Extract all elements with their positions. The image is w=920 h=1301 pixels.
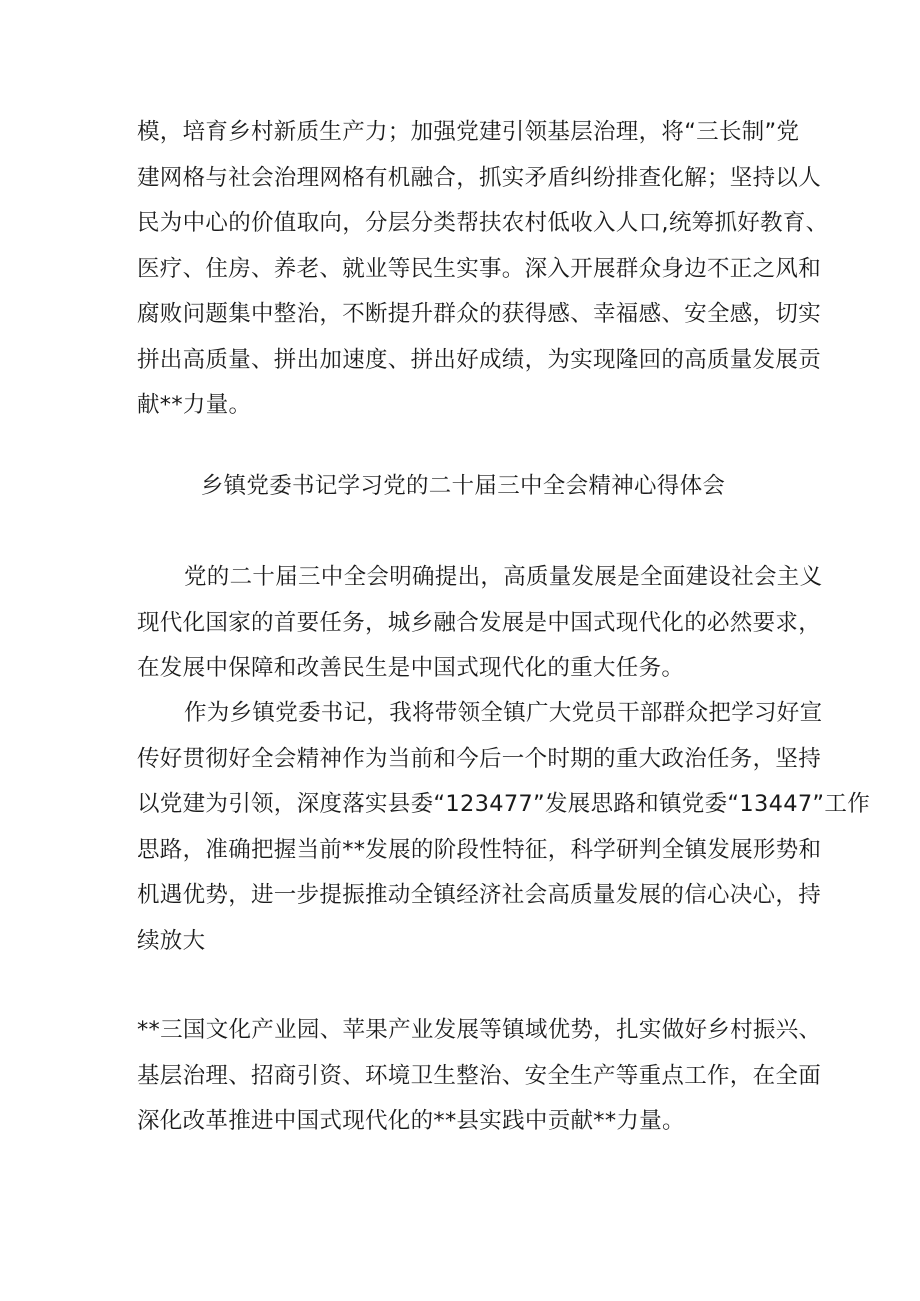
- text-line: 党的二十届三中全会明确提出，高质量发展是全面建设社会主义: [184, 564, 823, 590]
- paragraph-continuation: [137, 110, 829, 429]
- text-line: 传好贯彻好全会精神作为当前和今后一个时期的重大政治任务，坚持: [137, 745, 822, 772]
- text-line: 基层治理、招商引资、环境卫生整治、安全生产等重点工作，在全面: [137, 1062, 822, 1089]
- text-line: 模，培育乡村新质生产力；加强党建引领基层治理，将“三长制”党: [137, 119, 800, 145]
- text-line: 深化改革推进中国式现代化的**县实践中贡献**力量。: [137, 1108, 685, 1134]
- text-line: 现代化国家的首要任务，城乡融合发展是中国式现代化的必然要求，: [137, 609, 822, 636]
- text-line: 拼出高质量、拼出加速度、拼出好成绩，为实现隆回的高质量发展贡: [137, 346, 822, 373]
- paragraph-priorities: [137, 1008, 822, 1145]
- text-line: 民为中心的价值取向，分层分类帮扶农村低收入人口,统筹抓好教育、: [137, 210, 829, 236]
- text-line: 机遇优势，进一步提振推动全镇经济社会高质量发展的信心决心，持: [137, 882, 822, 908]
- text-line: **三国文化产业园、苹果产业发展等镇域优势，扎实做好乡村振兴、: [137, 1017, 822, 1043]
- text-line: 腐败问题集中整治，不断提升群众的获得感、幸福感、安全感，切实: [137, 301, 822, 327]
- text-line: 在发展中保障和改善民生是中国式现代化的重大任务。: [137, 655, 685, 681]
- paragraph-intro: [137, 555, 823, 692]
- text-line: 医疗、住房、养老、就业等民生实事。深入开展群众身边不正之风和: [137, 255, 822, 282]
- text-line: 建网格与社会治理网格有机融合，抓实矛盾纠纷排查化解；坚持以人: [137, 164, 822, 191]
- text-line: 作为乡镇党委书记，我将带领全镇广大党员干部群众把学习好宣: [184, 700, 823, 726]
- text-line: 以党建为引领，深度落实县委“123477”发展思路和镇党委“13447”工作: [137, 791, 870, 817]
- text-line: 思路，准确把握当前**发展的阶段性特征，科学研判全镇发展形势和: [137, 836, 822, 863]
- paragraph-commitment: [137, 691, 870, 964]
- document-title: 乡镇党委书记学习党的二十届三中全会精神心得体会: [200, 473, 726, 499]
- text-line: 续放大: [137, 927, 206, 954]
- text-line: 献**力量。: [137, 392, 252, 418]
